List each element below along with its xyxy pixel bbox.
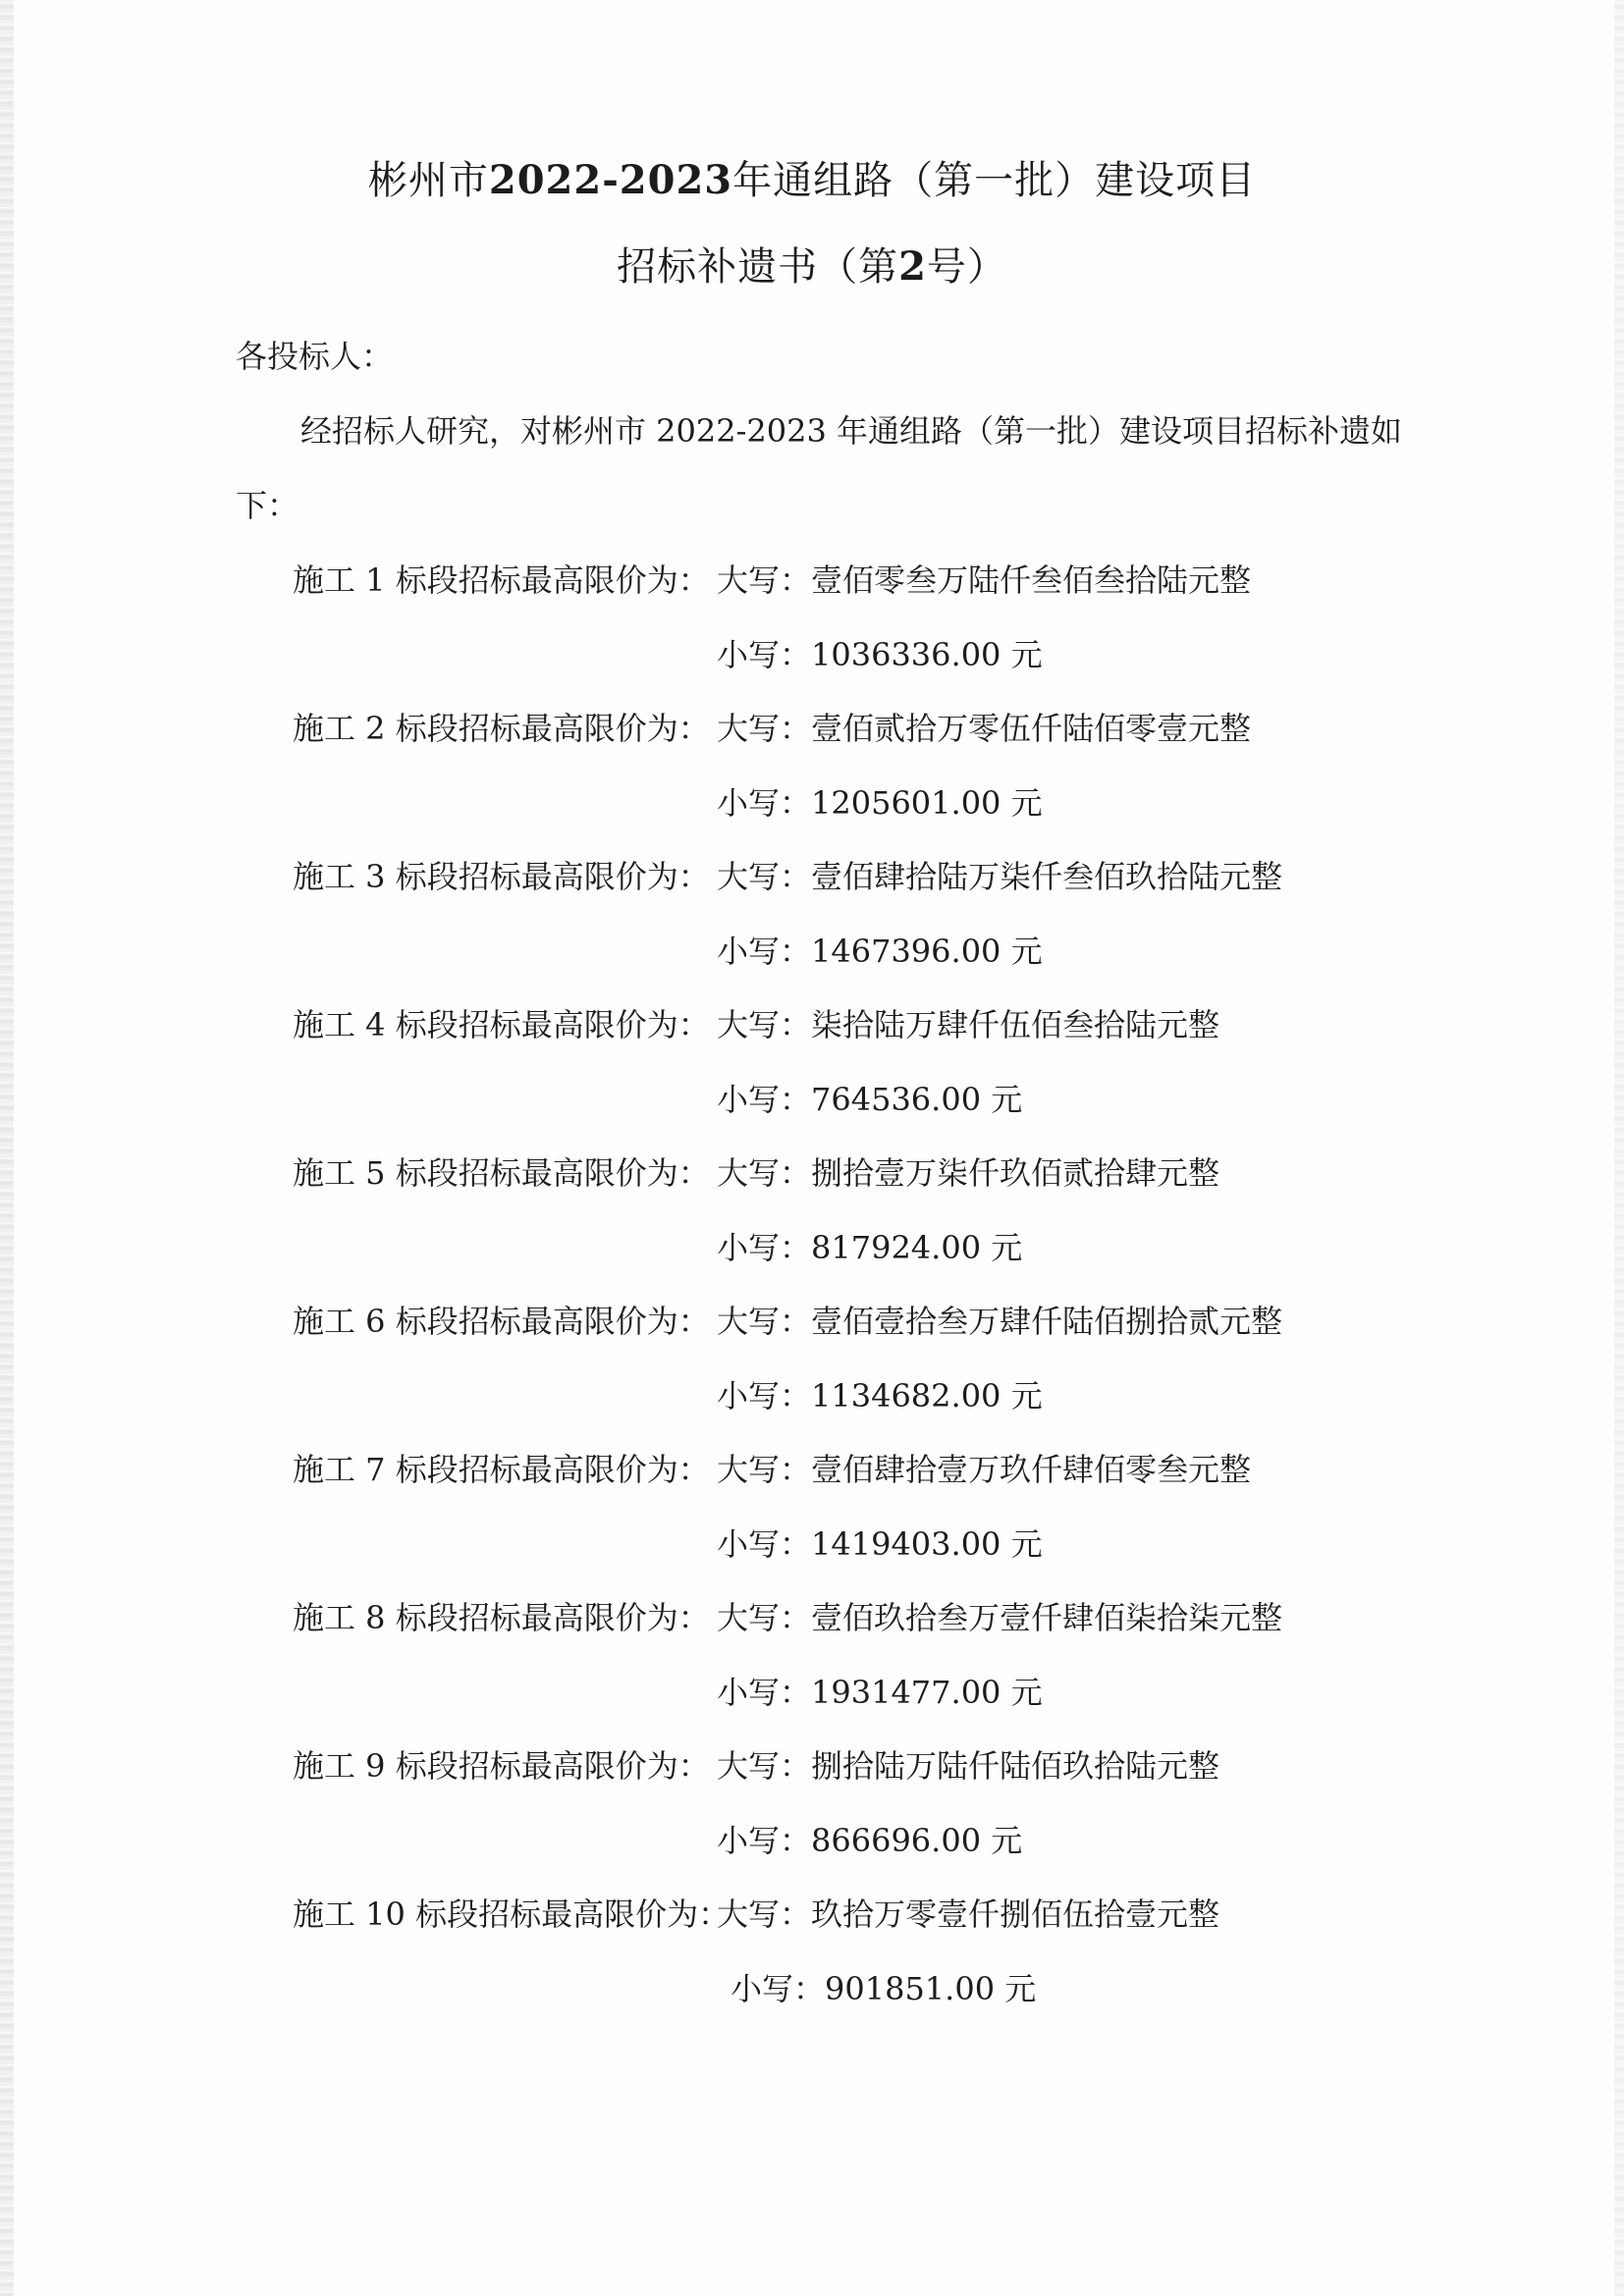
section-amount-upper: 大写：捌拾壹万柒仟玖佰贰拾肆元整 [717,1154,1220,1192]
section-amount-upper: 大写：壹佰肆拾壹万玖仟肆佰零叁元整 [717,1451,1252,1488]
title-years: 2022-2023 [488,157,733,203]
section-amount-lower: 小写：817924.00 元 [717,1229,1023,1266]
salutation: 各投标人： [236,338,394,375]
section-label: 施工 6 标段招标最高限价为： [293,1303,710,1340]
section-amount-lower: 小写：764536.00 元 [717,1081,1023,1118]
title-suffix: 年通组路（第一批）建设项目 [732,158,1257,203]
subtitle-prefix: 招标补遗书（第 [617,244,899,290]
section-amount-upper: 大写：柒拾陆万肆仟伍佰叁拾陆元整 [717,1006,1220,1043]
section-amount-lower: 小写：1419403.00 元 [717,1525,1043,1563]
subtitle-suffix: 号） [926,244,1007,290]
section-amount-lower: 小写：1931477.00 元 [717,1674,1043,1711]
section-label: 施工 1 标段招标最高限价为： [293,561,710,599]
section-label: 施工 4 标段招标最高限价为： [293,1006,710,1043]
section-label: 施工 3 标段招标最高限价为： [293,858,710,895]
section-amount-upper: 大写：壹佰壹拾叁万肆仟陆佰捌拾贰元整 [717,1303,1283,1340]
document-title-line1 [0,149,1624,205]
scan-edge-right [1614,0,1624,2296]
scan-edge-left [0,0,14,2296]
section-label: 施工 9 标段招标最高限价为： [293,1747,710,1785]
intro-paragraph-line2: 下： [236,487,299,524]
section-amount-lower: 小写：1205601.00 元 [717,784,1043,822]
section-label: 施工 2 标段招标最高限价为： [293,710,710,747]
title-prefix: 彬州市 [367,158,489,203]
section-amount-lower: 小写：901851.00 元 [731,1970,1037,2007]
section-amount-upper: 大写：壹佰肆拾陆万柒仟叁佰玖拾陆元整 [717,858,1283,895]
section-amount-lower: 小写：1036336.00 元 [717,636,1043,673]
section-label: 施工 5 标段招标最高限价为： [293,1154,710,1192]
document-title-line2 [0,236,1624,292]
section-amount-lower: 小写：1467396.00 元 [717,933,1043,970]
section-label: 施工 7 标段招标最高限价为： [293,1451,710,1488]
section-amount-upper: 大写：壹佰贰拾万零伍仟陆佰零壹元整 [717,710,1252,747]
section-amount-lower: 小写：1134682.00 元 [717,1377,1043,1415]
section-amount-lower: 小写：866696.00 元 [717,1822,1023,1859]
section-label: 施工 10 标段招标最高限价为： [293,1896,731,1933]
section-amount-upper: 大写：捌拾陆万陆仟陆佰玖拾陆元整 [717,1747,1220,1785]
section-amount-upper: 大写：壹佰玖拾叁万壹仟肆佰柒拾柒元整 [717,1599,1283,1636]
section-amount-upper: 大写：壹佰零叁万陆仟叁佰叁拾陆元整 [717,561,1252,599]
subtitle-number: 2 [898,243,927,290]
intro-paragraph-line1: 经招标人研究，对彬州市 2022-2023 年通组路（第一批）建设项目招标补遗如 [300,412,1403,450]
section-amount-upper: 大写：玖拾万零壹仟捌佰伍拾壹元整 [717,1896,1220,1933]
section-label: 施工 8 标段招标最高限价为： [293,1599,710,1636]
